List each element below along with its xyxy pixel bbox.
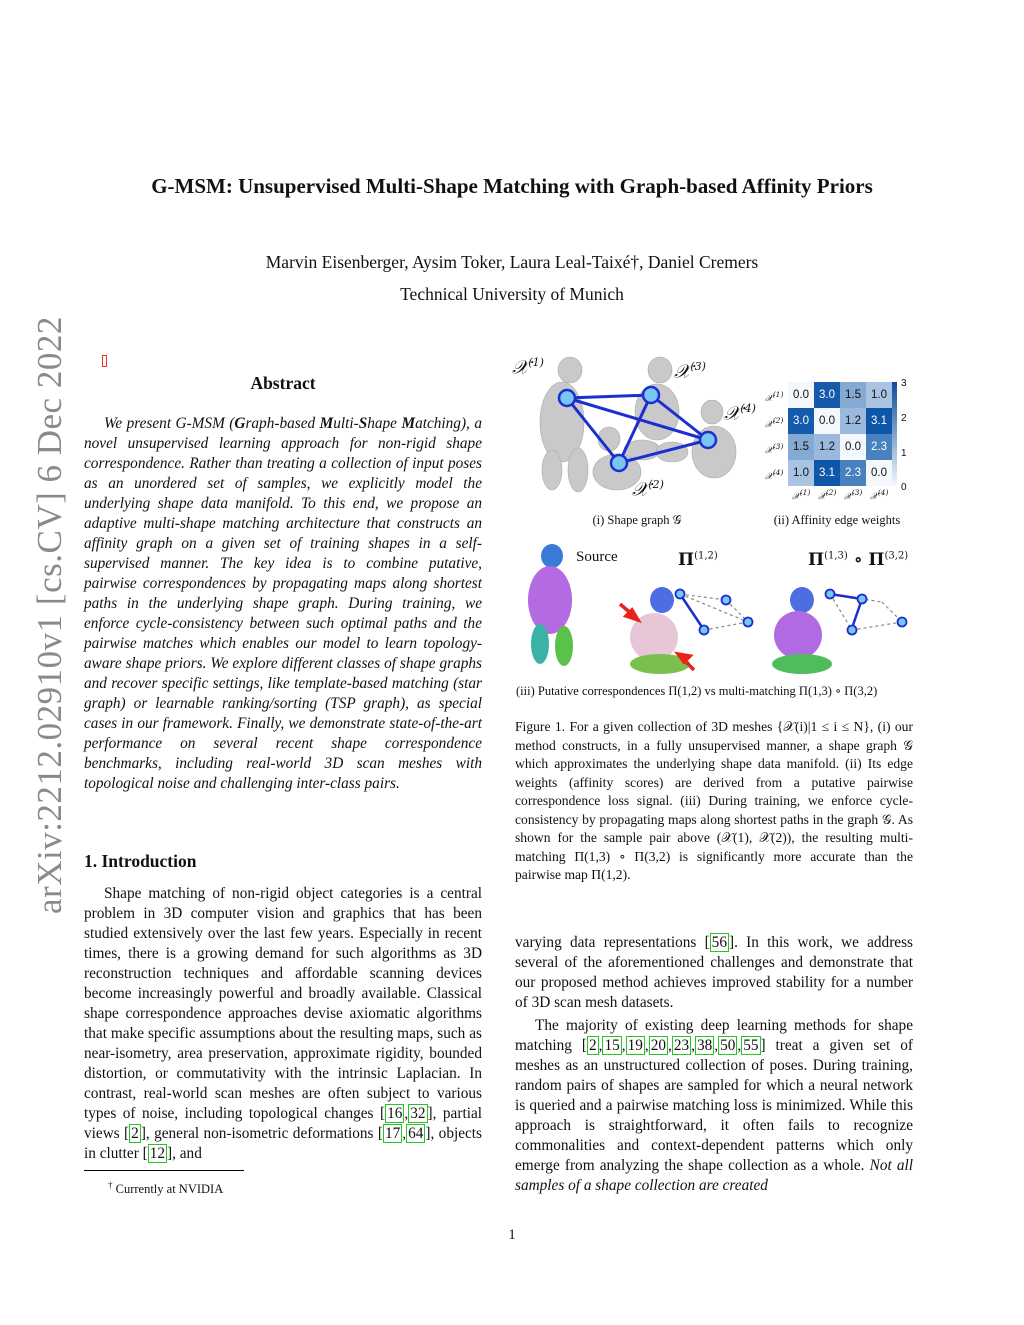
label-x1: 𝒳$^{(1)}$ [512, 356, 544, 379]
colorbar-tick: 0 [901, 482, 907, 493]
footnote-rule [84, 1170, 244, 1171]
citation-link[interactable]: 12 [149, 1145, 166, 1162]
colorbar-tick: 2 [901, 413, 907, 424]
footnote: † Currently at NVIDIA [108, 1180, 224, 1197]
citation-link[interactable]: 19 [627, 1037, 643, 1054]
matrix-cell: 1.2 [840, 408, 866, 434]
citation-link[interactable]: 15 [604, 1037, 620, 1054]
source-label: Source [576, 549, 618, 565]
pi-12-label: Π$^{(1,2)}$ [678, 550, 718, 570]
colorbar [892, 382, 897, 486]
right-paragraph-2: The majority of existing deep learning methods for shape matching [ 2 , 15 , 19 , 20 , 23 , 38 , 50 , 55 ] treat a given set of meshes as an unstructured collection of poses. During training, random pairs of shapes are sampled for which a neural network is queried and a pairwise matching loss is minimized. While this approach is straightforward, it often fails to recognize commonalities and context-dependent patterns which only emerge from analyzing the shape collection as a whole. Not all samples of a shape collection are created [515, 1017, 913, 1194]
citation-link[interactable]: 38 [696, 1037, 713, 1054]
label-x2: 𝒳$^{(2)}$ [632, 478, 664, 501]
matrix-row-label: 𝒳$^{(3)}$ [765, 442, 784, 456]
matrix-cell: 0.0 [840, 434, 866, 460]
abstract-heading: Abstract [250, 373, 316, 393]
matrix-col-label: 𝒳$^{(4)}$ [870, 488, 889, 502]
matrix-cell: 2.3 [866, 434, 892, 460]
abstract-body: We present G-MSM (Graph-based Multi-Shape Matching), a novel unsupervised learning approach for non-rigid shape correspondence. Rather than treating a collection of input poses as an unordered set of samples, we explicitly model the underlying shape data manifold. To this end, we propose an adaptive multi-shape matching architecture that constructs an affinity graph on a given set of training shapes in a self-supervised manner. The key idea is to combine putative, pairwise correspondences by propagating maps along shortest paths in the underlying shape graph. During training, we enforce cycle-consistency between such optimal paths and the pairwise matches which enables our model to learn topology-aware shape priors. We explore different classes of shape graphs and recover specific settings, like template-based matching (star graph) or learnable ranking/sorting (TSP graph), as special cases in our framework. Finally, we demonstrate state-of-the-art performance on several recent shape correspondence benchmarks, including real-world 3D scan meshes with topological noise and challenging inter-class pairs. [84, 415, 482, 792]
citation-link[interactable]: 17 [384, 1125, 401, 1142]
citation-link[interactable]: 32 [410, 1105, 426, 1122]
matrix-cell: 0.0 [814, 408, 840, 434]
author-list: Marvin Eisenberger, Aysim Toker, Laura Leal-Taixé†, Daniel Cremers [265, 252, 759, 272]
matrix-cell: 1.0 [788, 460, 814, 486]
matrix-cell: 3.1 [814, 460, 840, 486]
citation-link[interactable]: 2 [588, 1037, 597, 1054]
citation-link[interactable]: 64 [408, 1125, 424, 1142]
intro-paragraph: Shape matching of non-rigid object categories is a central problem in 3D computer vision and graphics that has been studied extensively over the last few years. Especially in recent times, there is a growing demand for such algorithms as 3D reconstruction techniques and affordable scanning devices become increasingly powerful and broadly available. Classical shape correspondence approaches devise axiomatic algorithms that make specific assumptions about the resulting maps, such as near-isometry, area preservation, approximate rigidity, bounded distortion, or commutativity with the intrinsic Laplacian. In contrast, real-world scan meshes are often subject to various types of noise, including topological changes [ 16 , 32 ], partial views [ 2 ], general non-isometric deformations [ 17 , 64 ], objects in clutter [ 12 ], and [84, 885, 483, 1162]
label-x3: 𝒳$^{(3)}$ [674, 360, 706, 383]
matrix-cell: 1.5 [788, 434, 814, 460]
matrix-row-label: 𝒳$^{(2)}$ [765, 416, 784, 430]
matrix-cell: 1.5 [840, 382, 866, 408]
citation-link[interactable]: 56 [711, 934, 727, 951]
panel-ii-label: (ii) Affinity edge weights [773, 513, 901, 527]
matrix-col-label: 𝒳$^{(3)}$ [844, 488, 863, 502]
citation-link[interactable]: 23 [673, 1037, 690, 1054]
citation-link[interactable]: 2 [131, 1125, 139, 1142]
citation-link[interactable]: 55 [743, 1037, 759, 1054]
matrix-cell: 3.1 [866, 408, 892, 434]
colorbar-tick: 1 [901, 448, 907, 459]
panel-i-label: (i) Shape graph 𝒢 [592, 513, 682, 527]
matrix-cell: 1.0 [866, 382, 892, 408]
matrix-col-label: 𝒳$^{(2)}$ [818, 488, 837, 502]
matrix-cell: 0.0 [866, 460, 892, 486]
arxiv-stamp: arXiv:2212.02910v1 [cs.CV] 6 Dec 2022 [30, 316, 69, 914]
label-x4: 𝒳$^{(4)}$ [724, 402, 756, 425]
pi-13-32-label: Π$^{(1,3)}$ ∘ Π$^{(3,2)}$ [808, 550, 909, 570]
citation-group: 2 , 15 , 19 , 20 , 23 , 38 , 50 , 55 [588, 1037, 759, 1054]
figure-1 [512, 352, 922, 702]
figure-caption: Figure 1. For a given collection of 3D meshes {𝒳(i)|1 ≤ i ≤ N}, (i) our method constructs, in a fully unsupervised manner, a shape graph 𝒢 which approximates the underlying shape data manifold. (ii) Its edge weights (affinity scores) are derived from a putative pairwise correspondence loss signal. (iii) During training, we enforce cycle-consistency by propagating maps along shortest paths in the graph 𝒢. As shown for the sample pair above (𝒳(1), 𝒳(2)), the resulting multi-matching Π(1,3) ∘ Π(3,2) is significantly more accurate than the pairwise map Π(1,2). [515, 719, 913, 882]
matrix-col-label: 𝒳$^{(1)}$ [792, 488, 811, 502]
right-paragraph-1: varying data representations [ 56 ]. In this work, we address several of the aforementioned challenges and demonstrate that our proposed method achieves improved stability for a number of 3D scan mesh datasets. [515, 934, 913, 1011]
matrix-cell: 0.0 [788, 382, 814, 408]
matrix-cell: 3.0 [814, 382, 840, 408]
red-marker-icon [102, 355, 107, 367]
citation-link[interactable]: 16 [387, 1105, 403, 1122]
affinity-matrix [788, 382, 892, 486]
matrix-row-label: 𝒳$^{(1)}$ [765, 390, 784, 404]
target-shape-multimatch [772, 587, 832, 674]
panel-iii-label: (iii) Putative correspondences Π(1,2) vs multi-matching Π(1,3) ∘ Π(3,2) [516, 684, 878, 698]
mini-graph-pairwise [680, 594, 748, 630]
paper-title: G-MSM: Unsupervised Multi-Shape Matching with Graph-based Affinity Priors [151, 174, 873, 198]
intro-heading: 1. Introduction [84, 851, 197, 871]
target-shape-pairwise [630, 587, 690, 674]
matrix-cell: 2.3 [840, 460, 866, 486]
affiliation: Technical University of Munich [400, 284, 624, 304]
colorbar-tick: 3 [901, 378, 907, 389]
source-shape-colored [528, 544, 573, 666]
citation-link[interactable]: 50 [720, 1037, 736, 1054]
matrix-cell: 3.0 [788, 408, 814, 434]
matrix-row-label: 𝒳$^{(4)}$ [765, 468, 784, 482]
matrix-cell: 1.2 [814, 434, 840, 460]
page-number: 1 [508, 1227, 516, 1243]
citation-link[interactable]: 20 [650, 1037, 666, 1054]
